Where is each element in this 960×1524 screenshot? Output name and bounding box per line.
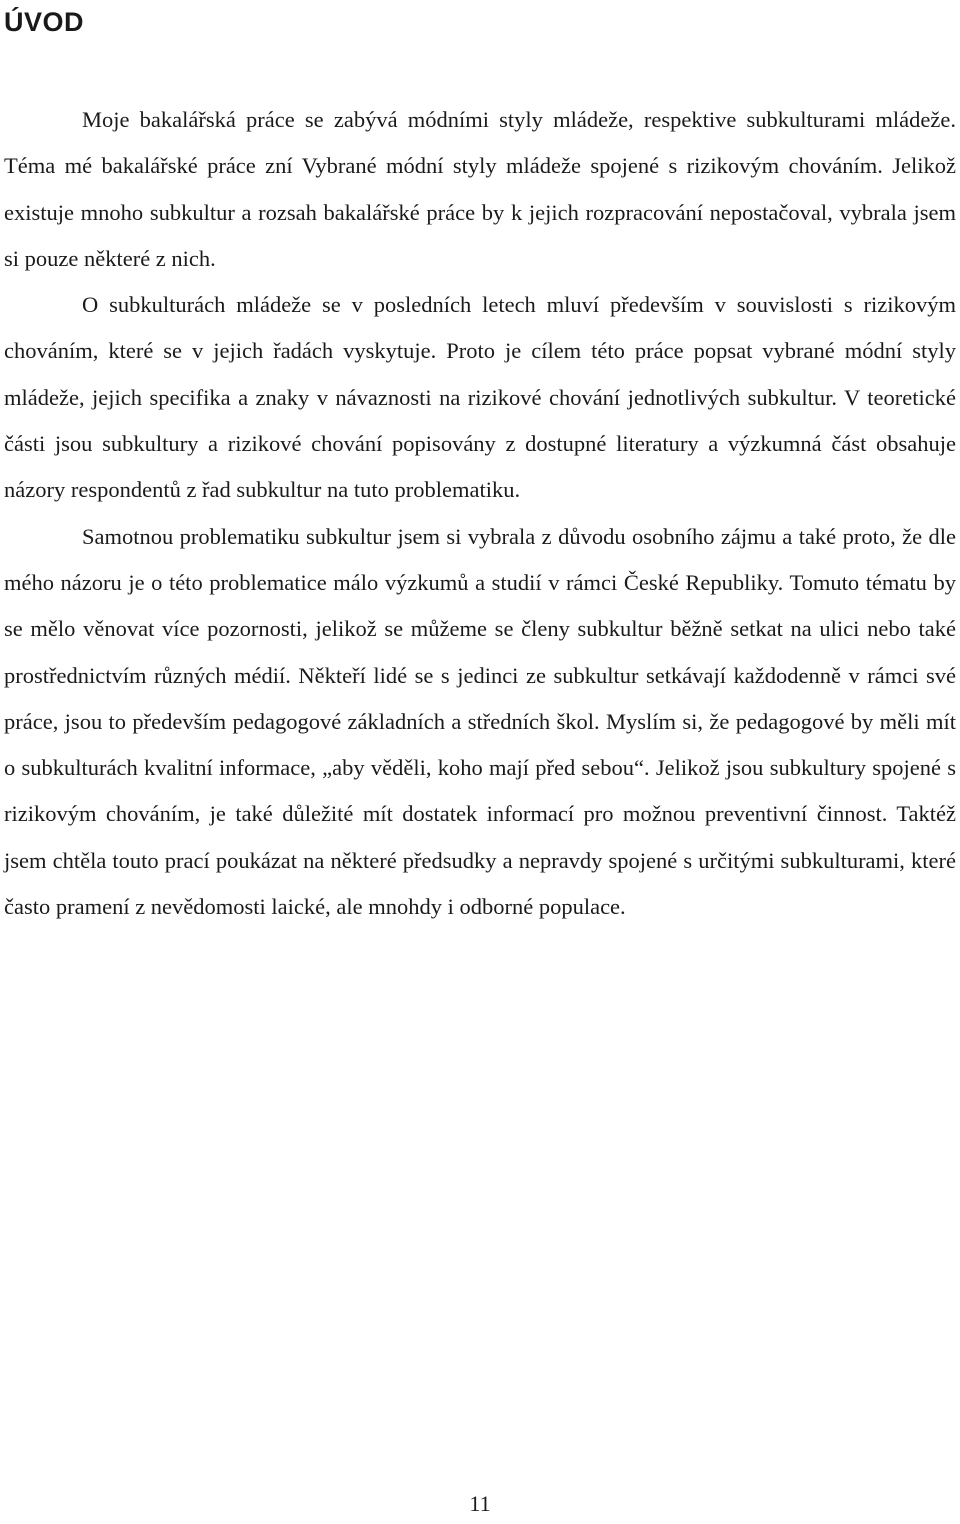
paragraph-1: Moje bakalářská práce se zabývá módními styly mládeže, respektive subkulturami mládeže. Téma mé bakalářské práce zní Vybrané módní styly mládeže spojené s rizikovým chováním. Jelikož existuje mnoho subkultur a rozsah bakalářské práce by k jejich rozpracování nepostačoval, vybrala jsem si pouze některé z nich. xyxy=(4,107,956,271)
paragraph-2: O subkulturách mládeže se v posledních letech mluví především v souvislosti s rizikovým chováním, které se v jejich řadách vyskytuje. Proto je cílem této práce popsat vybrané módní styly mládeže, jejich specifika a znaky v návaznosti na rizikové chování jednotlivých subkultur. V teoretické části jsou subkultury a rizikové chování popisovány z dostupné literatury a výzkumná část obsahuje názory respondentů z řad subkultur na tuto problematiku. xyxy=(4,292,956,503)
body-text xyxy=(4,97,956,930)
page-number: 11 xyxy=(469,1491,491,1516)
chapter-heading: ÚVOD xyxy=(4,7,85,37)
paragraph-3: Samotnou problematiku subkultur jsem si vybrala z důvodu osobního zájmu a také proto, že dle mého názoru je o této problematice málo výzkumů a studií v rámci České Republiky. Tomuto tématu by se mělo věnovat více pozornosti, jelikož se můžeme se členy subkultur běžně setkat na ulici nebo také prostřednictvím různých médií. Někteří lidé se s jedinci ze subkultur setkávají každodenně v rámci své práce, jsou to především pedagogové základních a středních škol. Myslím si, že pedagogové by měli mít o subkulturách kvalitní informace, „aby věděli, koho mají před sebou“. Jelikož jsou subkultury spojené s rizikovým chováním, je také důležité mít dostatek informací pro možnou preventivní činnost. Taktéž jsem chtěla touto prací poukázat na některé předsudky a nepravdy spojené s určitými subkulturami, které často pramení z nevědomosti laické, ale mnohdy i odborné populace. xyxy=(4,523,956,920)
